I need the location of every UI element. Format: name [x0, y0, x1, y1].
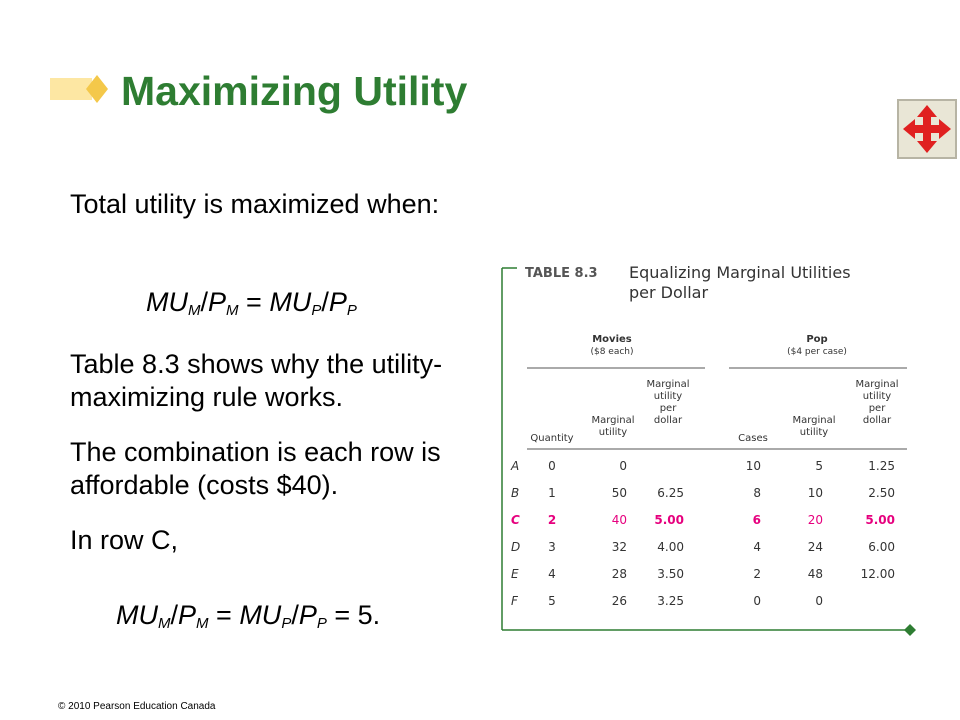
col-mu-pop: Marginal utility: [792, 415, 836, 438]
cell-cases: 2: [753, 567, 761, 581]
cell-mu-pop: 0: [815, 594, 823, 608]
table-row: [511, 540, 895, 554]
cell-mu-movies: 32: [611, 540, 627, 554]
cell-mupd-pop: 6.00: [868, 540, 895, 554]
cell-mupd-movies: 6.25: [657, 486, 684, 500]
cell-quantity: 4: [548, 567, 556, 581]
utility-equation: $MU_M/P_M = MU_P/P_P$: [146, 287, 357, 319]
slide-body-2: [70, 348, 490, 575]
cell-mupd-pop: 12.00: [860, 567, 895, 581]
cell-cases: 4: [753, 540, 761, 554]
cell-mupd-movies: 3.25: [657, 594, 684, 608]
table-title-line2: per Dollar: [629, 283, 709, 302]
cell-mu-pop: 10: [807, 486, 823, 500]
row-c-equation: $MU_M/P_M = MU_P/P_P = 5$.: [116, 600, 381, 632]
table-title-line1: Equalizing Marginal Utilities: [629, 263, 851, 282]
table-8-3: [497, 252, 925, 642]
col-mu-movies: Marginal utility: [591, 415, 635, 438]
cell-quantity: 0: [548, 459, 556, 473]
cell-quantity: 3: [548, 540, 556, 554]
cell-mu-movies: 40: [611, 513, 627, 527]
table-row: [511, 486, 895, 500]
body-paragraph: Table 8.3 shows why the utility-maximizing rule works.: [70, 349, 443, 412]
row-letter: D: [511, 540, 521, 554]
table-label: TABLE 8.3: [525, 266, 598, 281]
body-paragraph: Total utility is maximized when:: [70, 189, 440, 219]
table-body: [510, 459, 895, 608]
four-way-arrow-icon[interactable]: [897, 99, 957, 159]
cell-quantity: 1: [548, 486, 556, 500]
cell-mu-pop: 48: [807, 567, 823, 581]
group-pop-sub: ($4 per case): [787, 347, 847, 357]
cell-mupd-movies: 4.00: [657, 540, 684, 554]
group-pop: Pop: [806, 334, 828, 345]
row-letter: A: [511, 459, 520, 473]
row-letter: C: [511, 513, 520, 527]
group-movies-sub: ($8 each): [590, 347, 634, 357]
col-quantity: Quantity: [530, 433, 574, 444]
cell-mupd-movies: 5.00: [654, 513, 684, 527]
cell-mu-movies: 0: [619, 459, 627, 473]
cell-quantity: 5: [548, 594, 556, 608]
col-mupd-movies: Marginal utility per dollar: [646, 379, 690, 426]
cell-quantity: 2: [547, 513, 557, 527]
table-row: [511, 594, 823, 608]
table-row: [510, 459, 895, 473]
cell-cases: 10: [745, 459, 761, 473]
cell-mupd-pop: 2.50: [868, 486, 895, 500]
cell-mupd-pop: 1.25: [868, 459, 895, 473]
table-row: [511, 567, 895, 581]
cell-mu-movies: 26: [611, 594, 627, 608]
col-mupd-pop: Marginal utility per dollar: [855, 379, 899, 426]
column-headers: [530, 379, 898, 444]
cell-cases: 6: [752, 513, 761, 527]
slide-title: Maximizing Utility: [121, 68, 468, 114]
group-movies: Movies: [592, 334, 632, 345]
cell-cases: 8: [753, 486, 761, 500]
cell-mu-movies: 50: [611, 486, 627, 500]
row-letter: E: [511, 567, 519, 581]
cell-mu-pop: 20: [807, 513, 823, 527]
col-cases: Cases: [738, 433, 768, 444]
body-paragraph: In row C,: [70, 525, 179, 555]
row-letter: F: [511, 594, 518, 608]
group-rules: [527, 368, 907, 449]
cell-mupd-pop: 5.00: [865, 513, 895, 527]
group-headers: [590, 334, 846, 357]
row-letter: B: [511, 486, 520, 500]
diamond-bar-icon: [50, 70, 110, 108]
slide-body: [70, 188, 490, 239]
table-corner-diamond: [904, 624, 916, 636]
cell-cases: 0: [753, 594, 761, 608]
cell-mupd-movies: 3.50: [657, 567, 684, 581]
table-row: [511, 513, 895, 527]
cell-mu-pop: 5: [815, 459, 823, 473]
cell-mu-pop: 24: [807, 540, 823, 554]
copyright-footer: © 2010 Pearson Education Canada: [58, 701, 216, 712]
cell-mu-movies: 28: [611, 567, 627, 581]
body-paragraph: The combination is each row is affordable (costs $40).: [70, 437, 441, 500]
